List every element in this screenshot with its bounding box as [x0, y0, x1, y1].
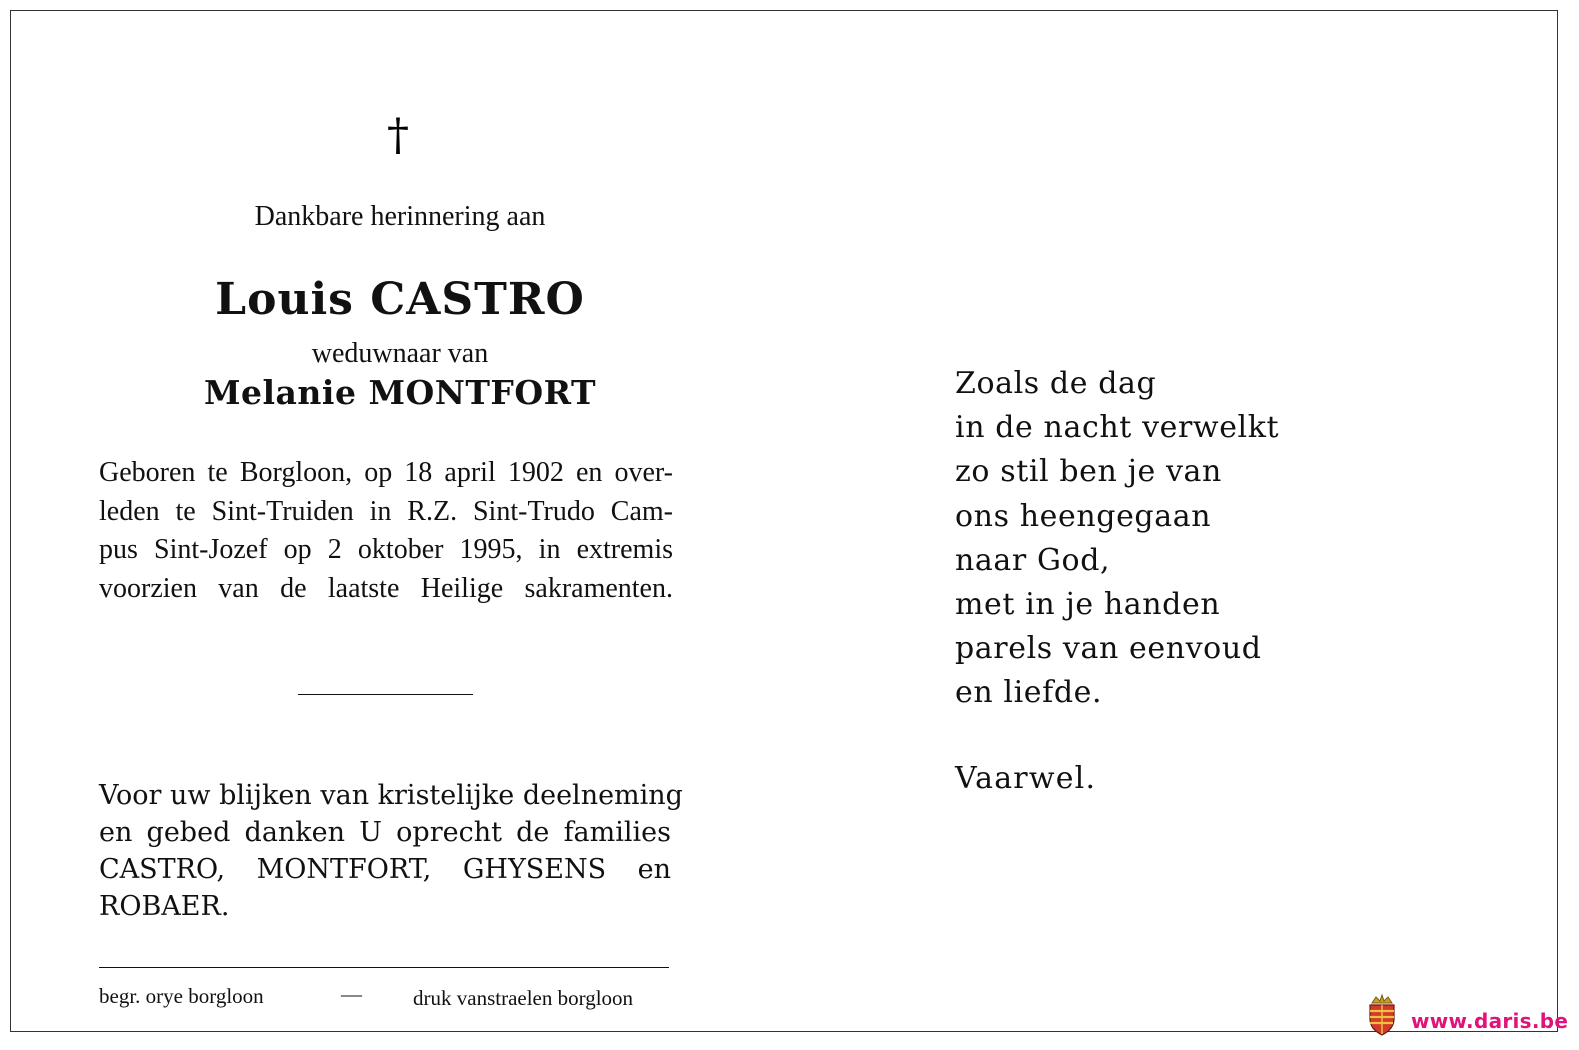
watermark-link[interactable]: www.daris.be	[1411, 1009, 1569, 1033]
footer-undertaker: begr. orye borgloon	[99, 984, 264, 1008]
thanks-line: Voor uw blijken van kristelijke deelneming	[99, 780, 683, 811]
cross-icon: †	[387, 110, 409, 161]
thanks-line: en gebed danken U oprecht de families	[99, 817, 671, 848]
poem	[955, 362, 1279, 716]
thanks-line: CASTRO, MONTFORT, GHYSENS en	[99, 854, 671, 885]
bio-line: voorzien van de laatste Heilige sakramenten.	[99, 572, 673, 604]
thanks-paragraph	[99, 777, 683, 925]
poem-line: ons heengegaan	[955, 498, 1212, 534]
deceased-name: Louis CASTRO	[215, 274, 585, 325]
bio-line: pus Sint-Jozef op 2 oktober 1995, in extremis	[99, 534, 673, 565]
footer-printer: druk vanstraelen borgloon	[413, 986, 634, 1010]
poem-line: parels van eenvoud	[955, 631, 1262, 667]
memorial-card	[10, 10, 1569, 1033]
divider-long	[99, 967, 669, 968]
relation-text: weduwnaar van	[311, 338, 489, 369]
footer-separator: —	[341, 982, 362, 1006]
intro-text: Dankbare herinnering aan	[254, 201, 546, 232]
spouse-name: Melanie MONTFORT	[203, 373, 597, 412]
poem-line: Zoals de dag	[955, 366, 1157, 401]
poem-line: in de nacht verwelkt	[955, 410, 1280, 446]
poem-line: met in je handen	[955, 587, 1221, 623]
bio-line: Geboren te Borgloon, op 18 april 1902 en over-	[99, 457, 673, 488]
thanks-line: ROBAER.	[99, 891, 230, 922]
crest-icon	[1366, 993, 1398, 1037]
bio-line: leden te Sint-Truiden in R.Z. Sint-Trudo Cam-	[99, 495, 673, 527]
divider-short	[298, 694, 473, 695]
biography	[99, 454, 673, 608]
poem-line: zo stil ben je van	[955, 454, 1222, 490]
farewell-text: Vaarwel.	[955, 761, 1097, 796]
poem-line: en liefde.	[955, 675, 1103, 711]
poem-line: naar God,	[955, 542, 1111, 578]
